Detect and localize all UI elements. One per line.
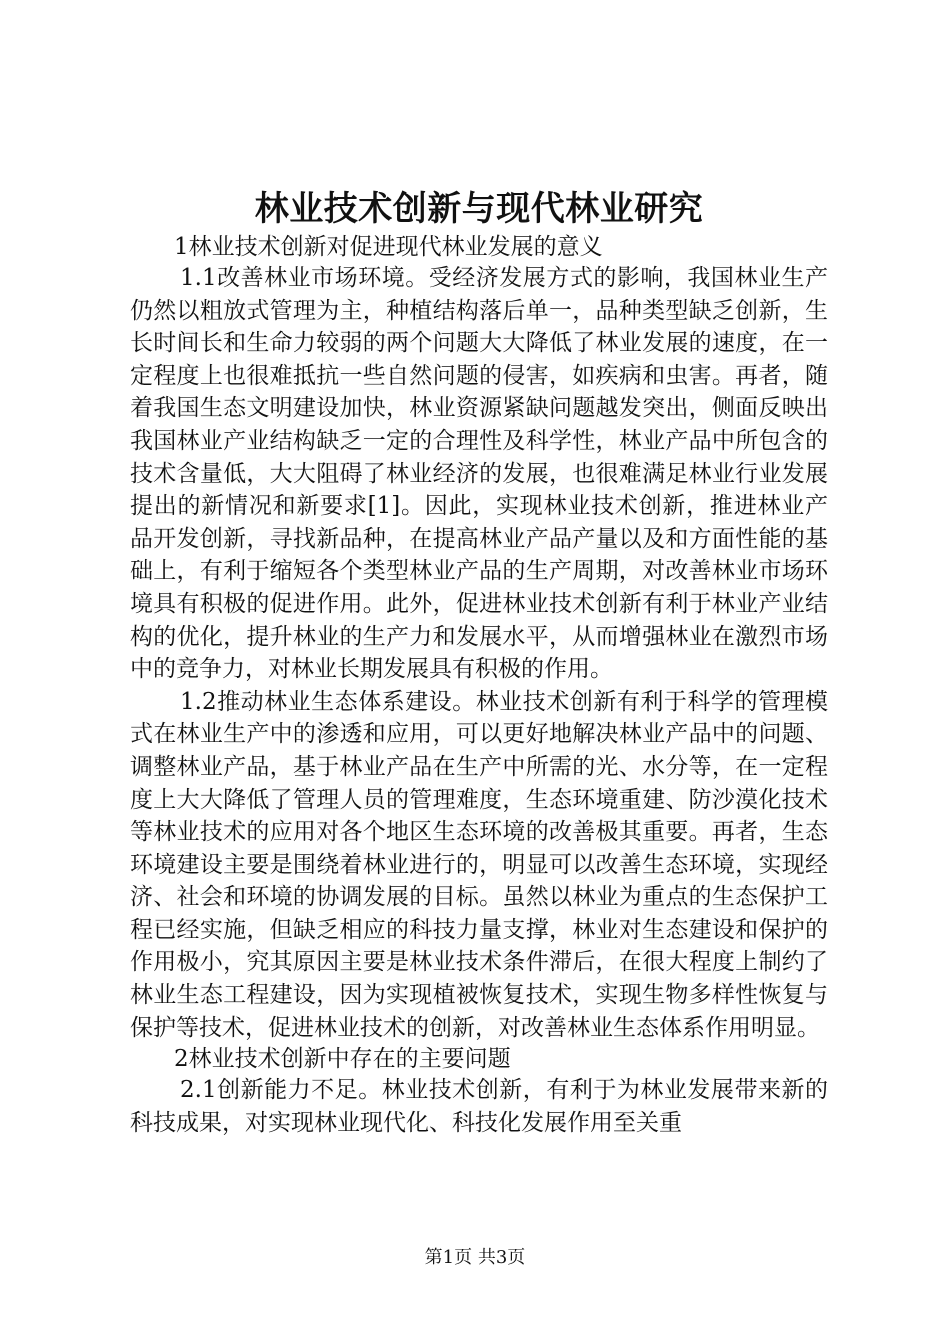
section-heading-2: 2林业技术创新中存在的主要问题 [174, 1046, 511, 1073]
paragraph-1-1: 1.1改善林业市场环境。受经济发展方式的影响，我国林业生产仍然以粗放式管理为主，种植结构落后单一，品种类型缺乏创新，生长时间长和生命力较弱的两个问题大大降低了林业发展的速度，在一定程度上也很难抵抗一些自然问题的侵害，如疾病和虫害。再者，随着我国生态文明建设加快，林业资源紧缺问题越发突出，侧面反映出我国林业产业结构缺乏一定的合理性及科学性，林业产品中所包含的技术含量低，大大阻碍了林业经济的发展，也很难满足林业行业发展提出的新情况和新要求[1]。因此，实现林业技术创新，推进林业产品开发创新，寻找新品种，在提高林业产品产量以及和方面性能的基础上，有利于缩短各个类型林业产品的生产周期，对改善林业市场环境具有积极的促进作用。此外，促进林业技术创新有利于林业产业结构的优化，提升林业的生产力和发展水平，从而增强林业在激烈市场中的竞争力，对林业长期发展具有积极的作用。 [130, 265, 828, 683]
document-title: 林业技术创新与现代林业研究 [254, 189, 704, 229]
paragraph-2-1: 2.1创新能力不足。林业技术创新，有利于为林业发展带来新的科技成果，对实现林业现代化、科技化发展作用至关重 [130, 1077, 828, 1136]
section-heading-1: 1林业技术创新对促进现代林业发展的意义 [174, 234, 603, 260]
document-page [130, 186, 828, 1139]
page-footer: 第1页 共3页 [424, 1247, 526, 1268]
paragraph-1-2: 1.2推动林业生态体系建设。林业技术创新有利于科学的管理模式在林业生产中的渗透和应用，可以更好地解决林业产品中的问题、调整林业产品，基于林业产品在生产中所需的光、水分等，在一定程度上大大降低了管理人员的管理难度，生态环境重建、防沙漠化技术等林业技术的应用对各个地区生态环境的改善极其重要。再者，生态环境建设主要是围绕着林业进行的，明显可以改善生态环境，实现经济、社会和环境的协调发展的目标。虽然以林业为重点的生态保护工程已经实施，但缺乏相应的科技力量支撑，林业对生态建设和保护的作用极小，究其原因主要是林业技术条件滞后，在很大程度上制约了林业生态工程建设，因为实现植被恢复技术，实现生物多样性恢复与保护等技术，促进林业技术的创新，对改善林业生态体系作用明显。 [130, 688, 828, 1041]
